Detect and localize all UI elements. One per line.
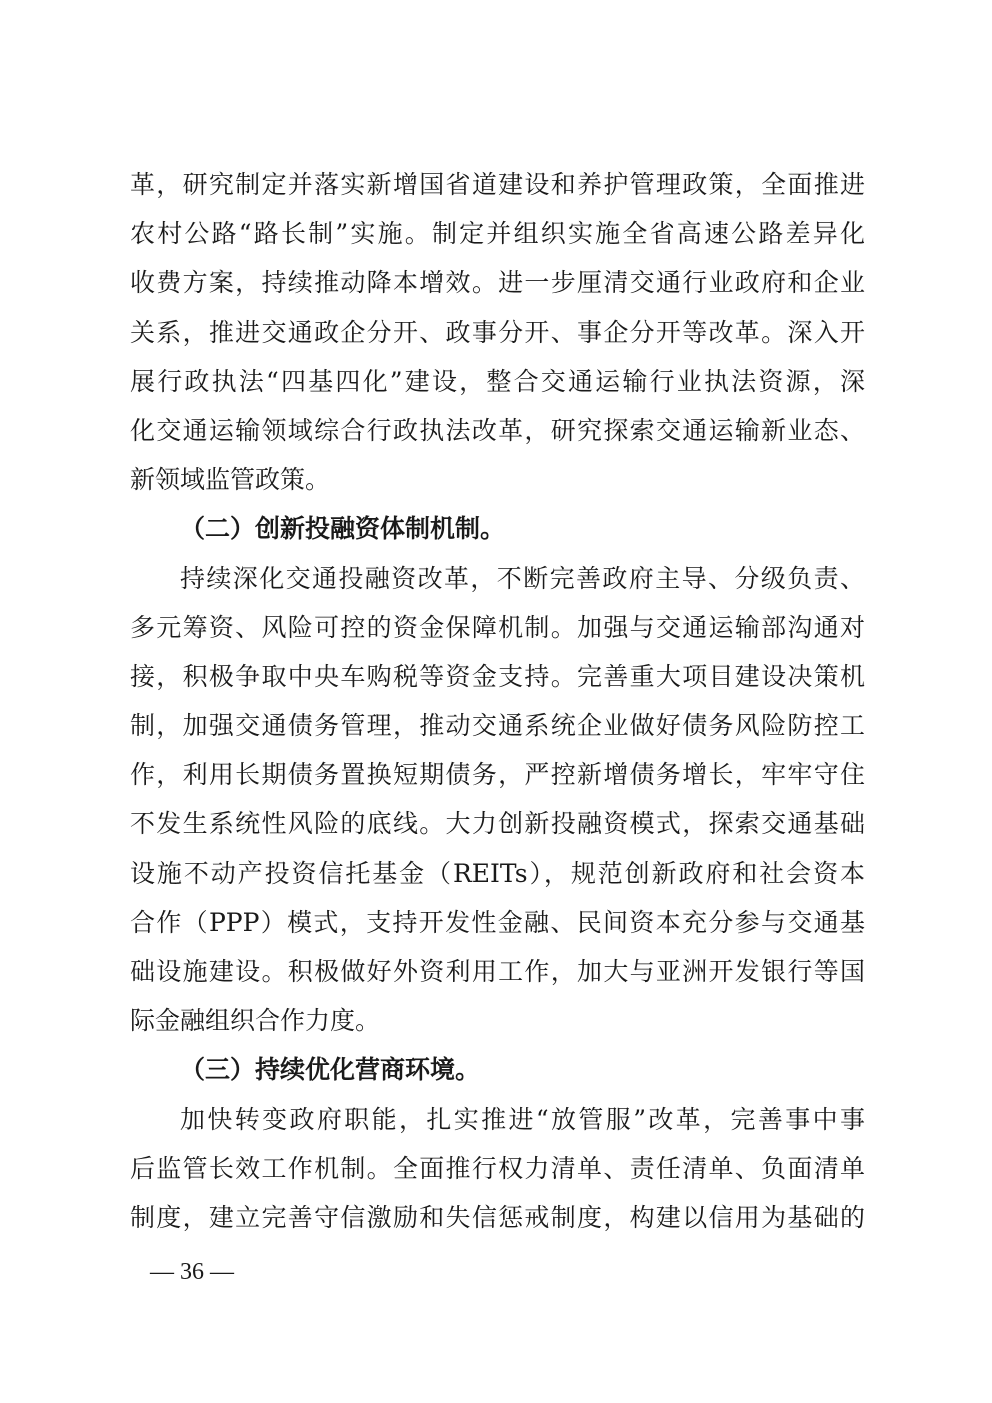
- paragraph-line: 不发生系统性风险的底线。大力创新投融资模式，探索交通基础: [130, 809, 865, 839]
- section-heading: （二）创新投融资体制机制。: [180, 514, 506, 544]
- paragraph-line: 后监管长效工作机制。全面推行权力清单、责任清单、负面清单: [130, 1153, 865, 1183]
- paragraph-line: 制，加强交通债务管理，推动交通系统企业做好债务风险防控工: [130, 711, 865, 741]
- body-text: [130, 160, 865, 1242]
- paragraph-line: 持续深化交通投融资改革，不断完善政府主导、分级负责、: [180, 563, 865, 593]
- paragraph-line: 础设施建设。积极做好外资利用工作，加大与亚洲开发银行等国: [130, 957, 865, 986]
- paragraph-line: 加快转变政府职能，扎实推进“放管服”改革，完善事中事: [180, 1104, 865, 1134]
- paragraph-line: 作，利用长期债务置换短期债务，严控新增债务增长，牢牢守住: [130, 760, 865, 790]
- paragraph-line: 革，研究制定并落实新增国省道建设和养护管理政策，全面推进: [130, 170, 865, 199]
- paragraph-line: 设施不动产投资信托基金（REITs），规范创新政府和社会资本: [130, 858, 865, 888]
- paragraph-line: 展行政执法“四基四化”建设，整合交通运输行业执法资源，深: [130, 366, 865, 396]
- paragraph-line: 合作（PPP）模式，支持开发性金融、民间资本充分参与交通基: [130, 907, 865, 937]
- paragraph-line: 制度，建立完善守信激励和失信惩戒制度，构建以信用为基础的: [130, 1202, 865, 1232]
- paragraph-line: 多元筹资、风险可控的资金保障机制。加强与交通运输部沟通对: [130, 612, 865, 642]
- paragraph-line: 接，积极争取中央车购税等资金支持。完善重大项目建设决策机: [130, 661, 865, 691]
- page-number: — 36 —: [150, 1259, 234, 1285]
- paragraph-line: 农村公路“路长制”实施。制定并组织实施全省高速公路差异化: [130, 219, 865, 249]
- section-heading: （三）持续优化营商环境。: [180, 1055, 481, 1085]
- paragraph-line: 化交通运输领域综合行政执法改革，研究探索交通运输新业态、: [130, 415, 865, 445]
- paragraph-line: 际金融组织合作力度。: [130, 1006, 381, 1036]
- paragraph-line: 收费方案，持续推动降本增效。进一步厘清交通行业政府和企业: [130, 268, 865, 298]
- paragraph-line: 新领域监管政策。: [130, 465, 331, 495]
- paragraph-line: 关系，推进交通政企分开、政事分开、事企分开等改革。深入开: [130, 317, 865, 347]
